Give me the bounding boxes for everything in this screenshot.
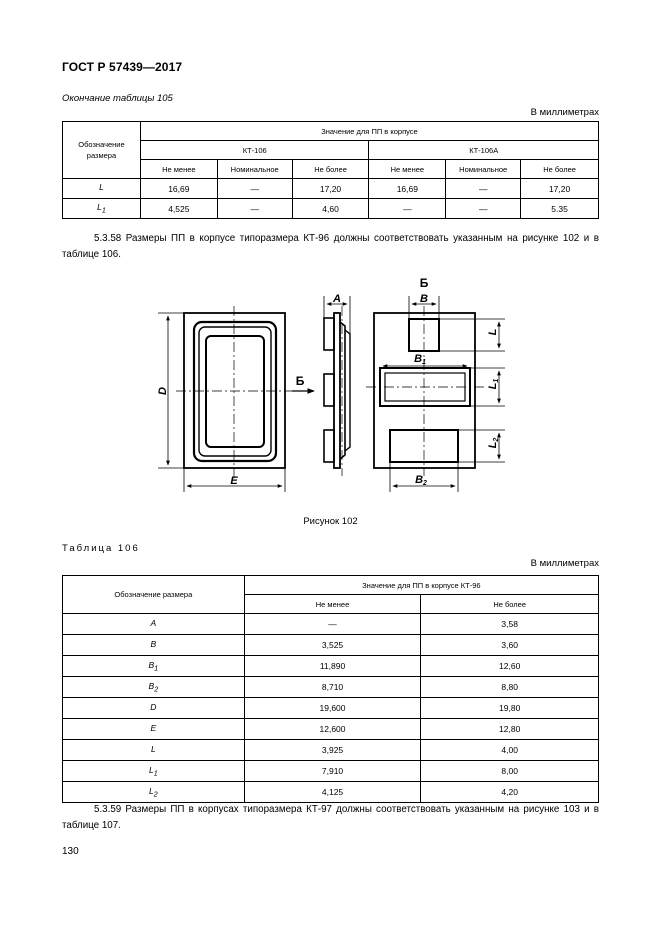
table-106-title: Таблица 106 bbox=[62, 543, 140, 554]
t105-dim-name: $L_1$ bbox=[63, 199, 141, 219]
paragraph-5-3-59: 5.3.59 Размеры ПП в корпусах типоразмера КТ-97 должны соответствовать указанным на рисунке 103 и в таблице 107. bbox=[62, 804, 599, 831]
document-header: ГОСТ Р 57439—2017 bbox=[62, 60, 183, 74]
table-row bbox=[63, 179, 599, 199]
table-105-caption: Окончание таблицы 105 bbox=[62, 93, 173, 104]
t106-dim-name: B bbox=[63, 635, 245, 656]
t106-dim-name: $L_1$ bbox=[63, 761, 245, 782]
t105-group-header: Значение для ПП в корпусе bbox=[140, 122, 598, 141]
table-row bbox=[63, 719, 599, 740]
table-row bbox=[63, 698, 599, 719]
figure-caption: Рисунок 102 bbox=[303, 516, 358, 527]
t105-cell: — bbox=[446, 199, 521, 219]
t106-cell-max: 4,20 bbox=[421, 782, 599, 803]
table-106-units: В миллиметрах bbox=[530, 558, 599, 569]
t105-cell: — bbox=[217, 199, 292, 219]
t105-dim-name: L bbox=[63, 179, 141, 199]
t106-dim-name: A bbox=[63, 614, 245, 635]
t106-dim-name: L bbox=[63, 740, 245, 761]
t105-cell: — bbox=[446, 179, 521, 199]
t106-dim-name: $B_1$ bbox=[63, 656, 245, 677]
label-L2: L2 bbox=[487, 437, 500, 449]
t105-cell: — bbox=[217, 179, 292, 199]
package-side-body bbox=[334, 313, 340, 468]
t105-row-header: Обозначение размера bbox=[63, 122, 141, 179]
t106-cell-max: 8,80 bbox=[421, 677, 599, 698]
t105-col-header: Не более bbox=[292, 160, 369, 179]
label-B: B bbox=[420, 293, 428, 305]
table-105 bbox=[62, 121, 599, 219]
table-106 bbox=[62, 575, 599, 803]
t106-cell-min: 19,600 bbox=[244, 698, 421, 719]
label-L: L bbox=[487, 328, 499, 336]
t105-cell: 4,60 bbox=[292, 199, 369, 219]
t106-cell-min: — bbox=[244, 614, 421, 635]
t105-cell: — bbox=[369, 199, 446, 219]
label-B2: B2 bbox=[415, 474, 427, 487]
t106-cell-min: 12,600 bbox=[244, 719, 421, 740]
label-E: E bbox=[230, 475, 238, 487]
label-B1: B1 bbox=[414, 353, 426, 366]
t106-col-header: Не более bbox=[421, 595, 599, 614]
view-arrow-label: Б bbox=[295, 374, 305, 388]
t106-cell-min: 7,910 bbox=[244, 761, 421, 782]
t106-cell-min: 8,710 bbox=[244, 677, 421, 698]
table-row bbox=[63, 761, 599, 782]
t105-cell: 16,69 bbox=[369, 179, 446, 199]
t105-cell: 17,20 bbox=[292, 179, 369, 199]
table-row bbox=[63, 740, 599, 761]
t106-dim-name: D bbox=[63, 698, 245, 719]
t106-cell-max: 3,58 bbox=[421, 614, 599, 635]
t106-cell-min: 11,890 bbox=[244, 656, 421, 677]
t106-cell-max: 19,80 bbox=[421, 698, 599, 719]
figure-102-drawing bbox=[150, 272, 530, 508]
t105-cell: 5.35 bbox=[521, 199, 599, 219]
t105-col-header: Номинальное bbox=[446, 160, 521, 179]
paragraph-5-3-58: 5.3.58 Размеры ПП в корпусе типоразмера КТ-96 должны соответствовать указанным на рисунке 102 и в таблице 106. bbox=[62, 233, 599, 260]
table-row bbox=[63, 199, 599, 219]
t106-cell-min: 4,125 bbox=[244, 782, 421, 803]
t105-cell: 4,525 bbox=[140, 199, 217, 219]
t105-col-header: Номинальное bbox=[217, 160, 292, 179]
t106-cell-min: 3,925 bbox=[244, 740, 421, 761]
table-row bbox=[63, 782, 599, 803]
t106-cell-max: 4,00 bbox=[421, 740, 599, 761]
label-A: A bbox=[333, 293, 341, 305]
table-row bbox=[63, 656, 599, 677]
t105-package-1: КТ-106 bbox=[140, 141, 369, 160]
table-105-units: В миллиметрах bbox=[530, 107, 599, 118]
t105-col-header: Не менее bbox=[140, 160, 217, 179]
t106-dim-name: $B_2$ bbox=[63, 677, 245, 698]
table-row bbox=[63, 635, 599, 656]
t105-package-2: КТ-106А bbox=[369, 141, 599, 160]
t105-cell: 17,20 bbox=[521, 179, 599, 199]
t105-col-header: Не более bbox=[521, 160, 599, 179]
t105-cell: 16,69 bbox=[140, 179, 217, 199]
table-row bbox=[63, 614, 599, 635]
t106-group-header: Значение для ПП в корпусе КТ-96 bbox=[244, 576, 598, 595]
t106-row-header: Обозначение размера bbox=[63, 576, 245, 614]
view-title-label: Б bbox=[419, 276, 429, 290]
t105-col-header: Не менее bbox=[369, 160, 446, 179]
t106-col-header: Не менее bbox=[244, 595, 421, 614]
page-number: 130 bbox=[62, 846, 79, 857]
t106-dim-name: $L_2$ bbox=[63, 782, 245, 803]
table-row bbox=[63, 677, 599, 698]
label-D: D bbox=[157, 387, 169, 395]
t106-cell-min: 3,525 bbox=[244, 635, 421, 656]
t106-cell-max: 8,00 bbox=[421, 761, 599, 782]
t106-dim-name: E bbox=[63, 719, 245, 740]
label-L1: L1 bbox=[487, 378, 500, 390]
t106-cell-max: 12,60 bbox=[421, 656, 599, 677]
t106-cell-max: 3,60 bbox=[421, 635, 599, 656]
t106-cell-max: 12,80 bbox=[421, 719, 599, 740]
